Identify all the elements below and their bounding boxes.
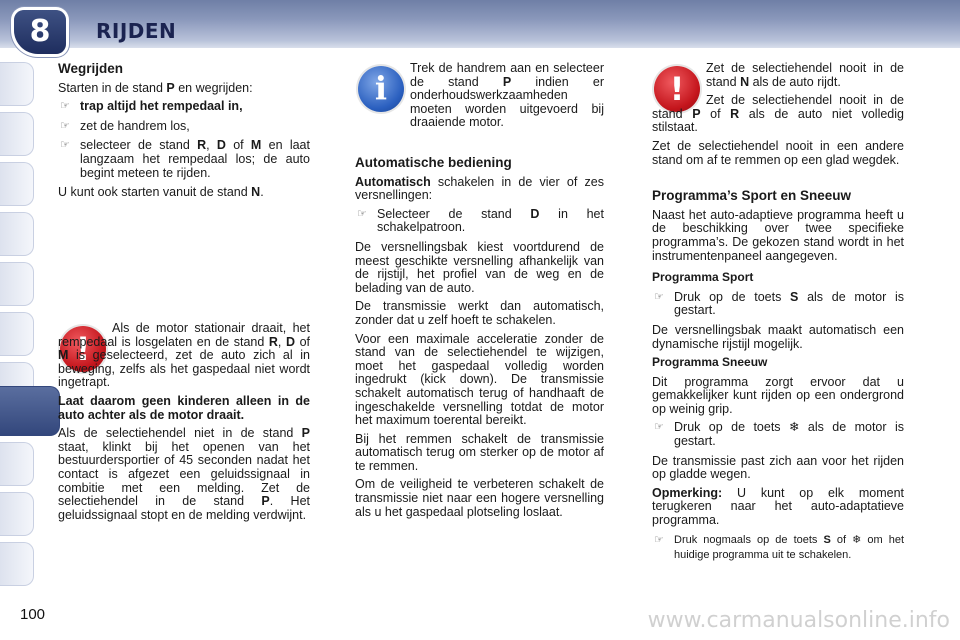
section-heading-wegrijden: Wegrijden [58, 61, 124, 76]
note-text: Opmerking: U kunt op elk moment terugkeren naar het auto-adaptatieve programma. [652, 485, 904, 528]
hand-bullet-icon: ☞ [60, 100, 70, 113]
bullet-item: ☞ zet de handrem los, [60, 118, 190, 133]
programs-intro: Naast het auto-adaptieve programma heeft u de beschikking over twee specifieke programma’s. De gekozen stand wordt in het instrumentenpaneel aangegeven. [652, 207, 904, 263]
chapter-number: 8 [29, 14, 51, 49]
chapter-tab[interactable] [0, 212, 34, 256]
chapter-tab[interactable] [0, 262, 34, 306]
paragraph: De versnellingsbak kiest voortdurend de meest geschikte versnelling afhankelijk van de rijstijl, het profiel van de weg en de belading van de auto. [355, 239, 604, 295]
chapter-tab[interactable] [0, 162, 34, 206]
bullet-item: ☞ Druk nogmaals op de toets S of ❄ om het huidige programma uit te schakelen. [654, 533, 904, 561]
hand-bullet-icon: ☞ [654, 533, 664, 546]
chapter-badge [14, 10, 66, 54]
column-left [58, 62, 310, 205]
bullet-item: ☞ selecteer de stand R, D of M en laat langzaam het rempedaal los; de auto begint meteen te rijden. [60, 138, 310, 180]
warning-text: Als de motor stationair draait, het rempedaal is losgelaten en de stand R, D of M is geselecteerd, zet de auto zich al in beweging, zelfs als het gaspedaal niet wordt ingetrapt. [58, 321, 310, 390]
paragraph: Bij het remmen schakelt de transmissie automatisch terug om sterker op de motor af te remmen. [355, 431, 604, 473]
auto-intro: Automatisch schakelen in de vier of zes versnellingen: [355, 174, 604, 203]
warning-text: Zet de selectiehendel nooit in een andere stand om af te remmen op een glad wegdek. [652, 138, 904, 167]
chapter-tab[interactable] [0, 62, 34, 106]
info-icon [358, 66, 404, 112]
warning-text: Zet de selectiehendel nooit in de stand P of R als de auto niet volledig stilstaat. [652, 93, 904, 135]
snowflake-icon: ❄ [852, 533, 862, 546]
hand-bullet-icon: ☞ [60, 119, 70, 132]
paragraph: Dit programma zorgt ervoor dat u gemakkelijker kunt rijden op een ondergrond op weinig grip. [652, 374, 904, 416]
chapter-tab-active[interactable] [0, 386, 60, 436]
bullet-item: ☞ Druk op de toets ❄ als de motor is gestart. [654, 420, 904, 449]
column-right [652, 62, 904, 569]
snowflake-icon: ❄ [788, 420, 800, 435]
warning-children-text: Laat daarom geen kinderen alleen in de auto achter als de motor draait. [58, 393, 310, 422]
warning-block-left [58, 322, 310, 527]
paragraph: De transmissie past zich aan voor het rijden op gladde wegen. [652, 453, 904, 482]
neutral-start-text: U kunt ook starten vanuit de stand N. [58, 185, 264, 200]
hand-bullet-icon: ☞ [654, 421, 664, 434]
page-number: 100 [20, 606, 46, 623]
bullet-item: ☞ trap altijd het rempedaal in, [60, 99, 243, 114]
subheading-sport: Programma Sport [652, 270, 754, 285]
column-middle [355, 156, 604, 524]
chapter-tab[interactable] [0, 312, 34, 356]
paragraph: Om de veiligheid te verbeteren schakelt de transmissie niet naar een hogere versnelling als u het gaspedaal plotseling loslaat. [355, 477, 604, 519]
page-header [0, 0, 960, 48]
info-block [410, 62, 604, 135]
paragraph: De transmissie werkt dan automatisch, zonder dat u zelf hoeft te schakelen. [355, 299, 604, 327]
watermark: www.carmanualsonline.info [647, 608, 950, 633]
bullet-item: ☞ Druk op de toets S als de motor is gestart. [654, 289, 904, 318]
start-intro: Starten in de stand P en wegrijden: [58, 80, 253, 95]
chapter-tab[interactable] [0, 442, 34, 486]
paragraph: De versnellingsbak maakt automatisch een dynamische rijstijl mogelijk. [652, 322, 904, 351]
section-heading-programs: Programma’s Sport en Sneeuw [652, 188, 852, 204]
section-heading-automatic: Automatische bediening [355, 155, 512, 170]
warning-text: Zet de selectiehendel nooit in de stand N als de auto rijdt. [706, 61, 904, 89]
info-text: Trek de handrem aan en selecteer de stand P indien er onderhoudswerkzaamheden moeten worden uitgevoerd bij draaiende motor. [410, 61, 604, 130]
warning-signal-text: Als de selectiehendel niet in de stand P staat, klinkt bij het openen van het bestuurdersportier of 45 seconden nadat het contact is afgezet een geluidssignaal in combitie met een melding. Zet de selectiehendel in de stand P. Het geluidssignaal stopt en de melding verdwijnt. [58, 426, 310, 522]
bullet-item: ☞ Selecteer de stand D in het schakelpatroon. [357, 206, 604, 235]
hand-bullet-icon: ☞ [654, 290, 664, 303]
hand-bullet-icon: ☞ [357, 207, 367, 220]
chapter-tab[interactable] [0, 492, 34, 536]
subheading-snow: Programma Sneeuw [652, 355, 768, 370]
chapter-title: RIJDEN [96, 19, 177, 43]
hand-bullet-icon: ☞ [60, 139, 70, 152]
chapter-tab[interactable] [0, 542, 34, 586]
chapter-tab[interactable] [0, 112, 34, 156]
paragraph: Voor een maximale acceleratie zonder de stand van de selectiehendel te wijzigen, moet het gaspedaal volledig worden ingedrukt (kick down). De transmissie schakelt automatisch terug of handhaaft de ingeschakelde versnelling totdat de motor het maximum toerental bereikt. [355, 331, 604, 428]
